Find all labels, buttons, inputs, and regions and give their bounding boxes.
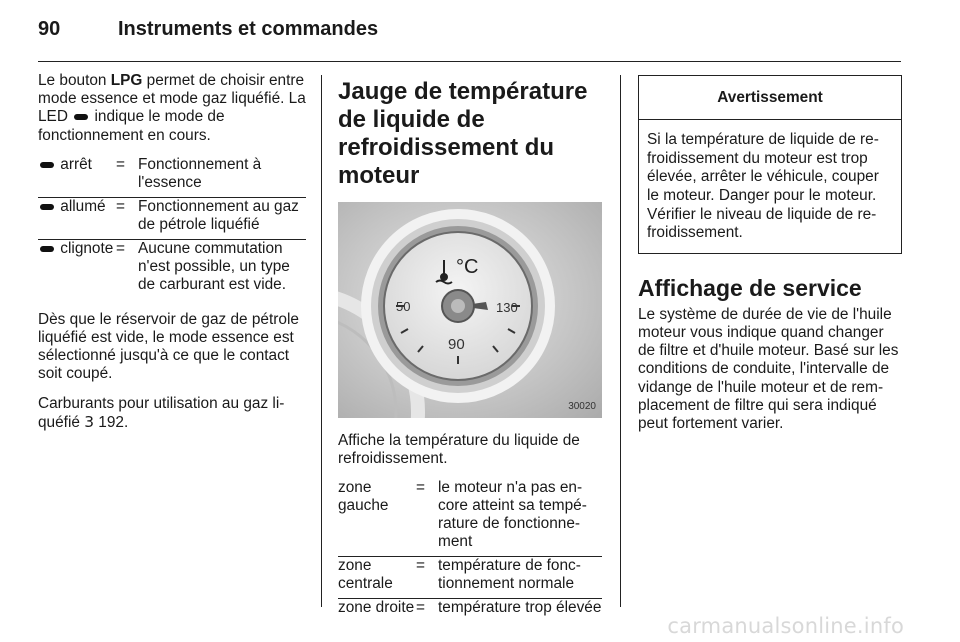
header-rule (38, 61, 901, 62)
table-row: zone droite = température trop élevée (338, 599, 602, 623)
led-icon (40, 246, 54, 252)
column-3 (638, 72, 902, 444)
led-icon (40, 162, 54, 168)
intro-paragraph: Le bouton LPG permet de choisir entre mode essence et mode gaz liquéfié. La LED indique le mode de fonctionnement en cours. (38, 72, 306, 144)
gauge-caption: Affiche la température du liquide de refroidissement. (338, 432, 580, 468)
gauge-high-label: 130 (496, 300, 518, 315)
gauge-mid-label: 90 (448, 336, 465, 353)
watermark: carmanualsonline.info (667, 614, 904, 638)
service-display-body: Le système de durée de vie de l'huile moteur vous indique quand changer de filtre et d'huile moteur. Basé sur les conditions de conduite, l'intervalle de vidange de l'huile moteur et de remplacement de filtre qui sera indiqué peut fortement varier. (638, 305, 899, 432)
gauge-unit-label: °C (456, 256, 479, 278)
gauge-illustration (338, 202, 602, 418)
empty-tank-paragraph: Dès que le réservoir de gaz de pétrole liquéfié est vide, le mode essence est sélectionné jusqu'à ce que le contact soit coupé. (38, 310, 299, 383)
table-row: allumé = Fonctionnement au gaz de pétrole liquéfié (38, 197, 306, 239)
coolant-gauge-heading: Jauge de température de liquide de refroidissement du moteur (338, 78, 588, 189)
column-2 (338, 72, 602, 634)
led-icon (74, 114, 88, 120)
table-row: zone centrale = température de fonctionnement normale (338, 557, 602, 599)
column-divider-1 (321, 75, 322, 607)
led-icon (40, 204, 54, 210)
led-state-table (38, 156, 306, 299)
table-row: arrêt = Fonctionnement à l'essence (38, 156, 306, 198)
warning-box (638, 75, 902, 254)
warning-body: Si la température de liquide de refroidissement du moteur est trop élevée, arrêter le véhicule, couper le moteur. Danger pour le moteur. Vérifier le niveau de liquide de refroidissement. (647, 131, 879, 242)
page-reference-arrow-icon[interactable]: 3 (84, 412, 95, 431)
page-number: 90 (38, 18, 61, 40)
page-title: Instruments et commandes (118, 18, 379, 40)
service-display-heading: Affichage de service (638, 274, 862, 301)
coolant-gauge-figure (338, 202, 602, 418)
figure-code: 30020 (568, 400, 596, 412)
table-row: zone gauche = le moteur n'a pas encore atteint sa température de fonctionnement (338, 479, 587, 551)
zone-table (338, 479, 602, 622)
fuel-reference-paragraph: Carburants pour utilisation au gaz liquéfié 3 192. (38, 394, 285, 431)
table-row: clignote = Aucune commutation n'est possible, un type de carburant est vide. (38, 239, 306, 299)
gauge-low-label: 50 (396, 299, 411, 314)
lpg-button-label: LPG (110, 72, 143, 89)
column-1 (38, 72, 306, 443)
warning-title: Avertissement (639, 76, 901, 120)
column-divider-2 (620, 75, 621, 607)
